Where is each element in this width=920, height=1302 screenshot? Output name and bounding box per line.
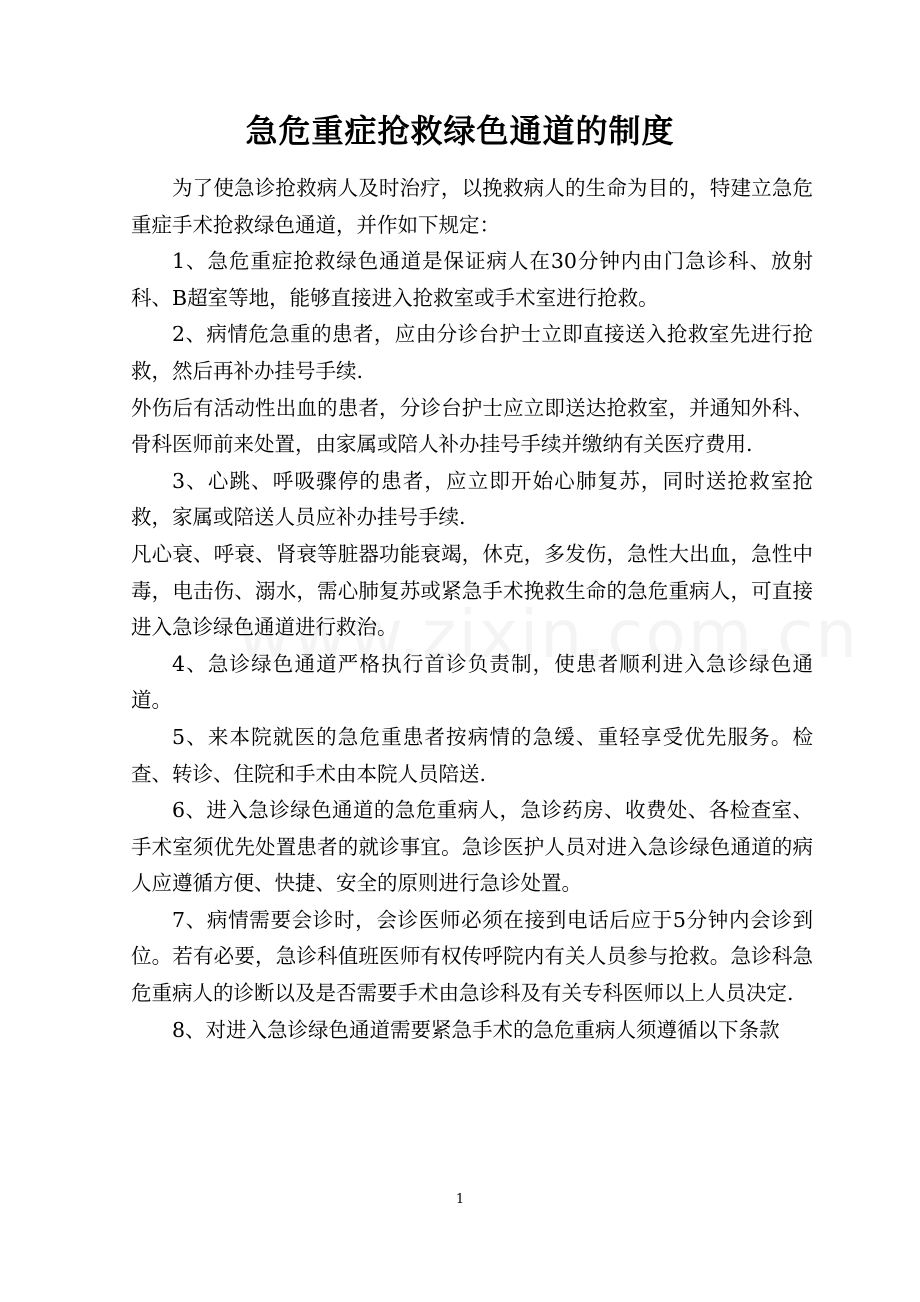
paragraph-intro: 为了使急诊抢救病人及时治疗，以挽救病人的生命为目的，特建立急危重症手术抢救绿色通道，并作如下规定： <box>131 176 813 237</box>
paragraph-rule-7: 7、病情需要会诊时，会诊医师必须在接到电话后应于5分钟内会诊到位。若有必要，急诊科值班医师有权传呼院内有关人员参与抢救。急诊科急危重病人的诊断以及是否需要手术由急诊科及有关专科医师以上人员决定. <box>131 907 813 1006</box>
document-body <box>131 170 813 1048</box>
paragraph-rule-5: 5、来本院就医的急危重患者按病情的急缓、重轻享受优先服务。检查、转诊、住院和手术由本院人员陪送. <box>131 724 813 786</box>
paragraph-rule-6: 6、进入急诊绿色通道的急危重病人，急诊药房、收费处、各检查室、手术室须优先处置患者的就诊事宜。急诊医护人员对进入急诊绿色通道的病人应遵循方便、快捷、安全的原则进行急诊处置。 <box>131 798 813 896</box>
paragraph-trauma-bleeding: 外伤后有活动性出血的患者，分诊台护士应立即送达抢救室，并通知外科、骨科医师前来处置，由家属或陪人补办挂号手续并缴纳有关医疗费用. <box>131 395 813 457</box>
paragraph-rule-8: 8、对进入急诊绿色通道需要紧急手术的急危重病人须遵循以下条款 <box>172 1017 780 1042</box>
paragraph-rule-2: 2、病情危急重的患者，应由分诊台护士立即直接送入抢救室先进行抢救，然后再补办挂号手续. <box>131 322 813 383</box>
page-number: 1 <box>455 1192 465 1207</box>
paragraph-rule-4: 4、急诊绿色通道严格执行首诊负责制，使患者顺利进入急诊绿色通道。 <box>131 651 813 713</box>
document-title: 急危重症抢救绿色通道的制度 <box>245 112 675 150</box>
paragraph-rule-1: 1、急危重症抢救绿色通道是保证病人在30分钟内由门急诊科、放射科、B超室等地，能够直接进入抢救室或手术室进行抢救。 <box>131 249 813 310</box>
paragraph-rule-3: 3、心跳、呼吸骤停的患者，应立即开始心肺复苏，同时送抢救室抢救，家属或陪送人员应补办挂号手续. <box>131 468 813 530</box>
paragraph-organ-failure: 凡心衰、呼衰、肾衰等脏器功能衰竭，休克，多发伤，急性大出血，急性中毒，电击伤、溺水，需心肺复苏或紧急手术挽救生命的急危重病人，可直接进入急诊绿色通道进行救治。 <box>131 541 813 640</box>
